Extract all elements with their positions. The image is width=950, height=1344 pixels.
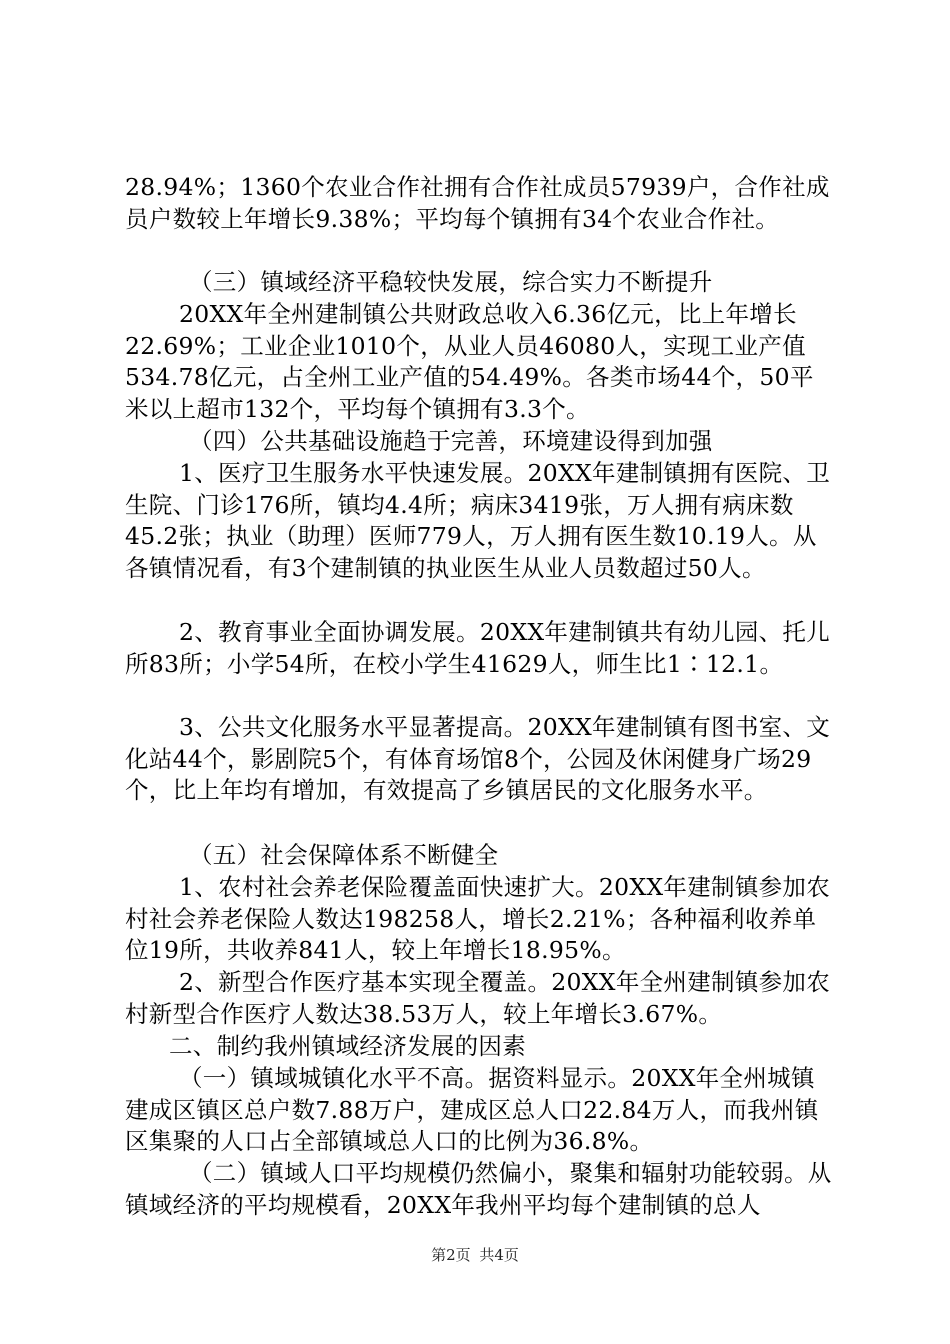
paragraph-coop-stats: 28.94%；1360个农业合作社拥有合作社成员57939户，合作社成员户数较上年增长9.38%；平均每个镇拥有34个农业合作社。 [125,173,830,233]
page-footer [0,1244,950,1265]
heading-section-4: （四）公共基础设施趋于完善，环境建设得到加强 [189,427,713,455]
heading-section-5: （五）社会保障体系不断健全 [189,841,499,869]
paragraph-education: 2、教育事业全面协调发展。20XX年建制镇共有幼儿园、托儿所83所；小学54所，在校小学生41629人，师生比1∶12.1。 [125,618,831,678]
paragraph-economy: 20XX年全州建制镇公共财政总收入6.36亿元，比上年增长22.69%；工业企业1010个，从业人员46080人，实现工业产值534.78亿元，占全州工业产值的54.49%。各类市场44个，50平米以上超市132个，平均每个镇拥有3.3个。 [125,300,814,423]
page-number: 第2页 [431,1246,471,1264]
paragraph-culture: 3、公共文化服务水平显著提高。20XX年建制镇有图书室、文化站44个，影剧院5个，有体育场馆8个，公园及休闲健身广场29个，比上年均有增加，有效提高了乡镇居民的文化服务水平。 [125,713,831,805]
paragraph-medical: 1、医疗卫生服务水平快速发展。20XX年建制镇拥有医院、卫生院、门诊176所，镇均4.4所；病床3419张，万人拥有病床数45.2张；执业（助理）医师779人，万人拥有医生数10.19人。从各镇情况看，有3个建制镇的执业医生从业人员数超过50人。 [125,459,831,582]
paragraph-urbanization: （一）镇域城镇化水平不高。据资料显示。20XX年全州城镇建成区镇区总户数7.88万户，建成区总人口22.84万人，而我州镇区集聚的人口占全部镇域总人口的比例为36.8%。 [125,1064,819,1156]
paragraph-cooperative-medical: 2、新型合作医疗基本实现全覆盖。20XX年全州建制镇参加农村新型合作医疗人数达38.53万人，较上年增长3.67%。 [125,968,831,1028]
paragraph-pension: 1、农村社会养老保险覆盖面快速扩大。20XX年建制镇参加农村社会养老保险人数达198258人，增长2.21%；各种福利收养单位19所，共收养841人，较上年增长18.95%。 [125,873,831,965]
heading-part-2: 二、制约我州镇域经济发展的因素 [169,1032,526,1060]
heading-section-3: （三）镇域经济平稳较快发展，综合实力不断提升 [189,268,713,296]
page-total: 共4页 [479,1246,519,1264]
paragraph-population-scale: （二）镇域人口平均规模仍然偏小，聚集和辐射功能较弱。从镇域经济的平均规模看，20XX年我州平均每个建制镇的总人 [125,1159,832,1219]
